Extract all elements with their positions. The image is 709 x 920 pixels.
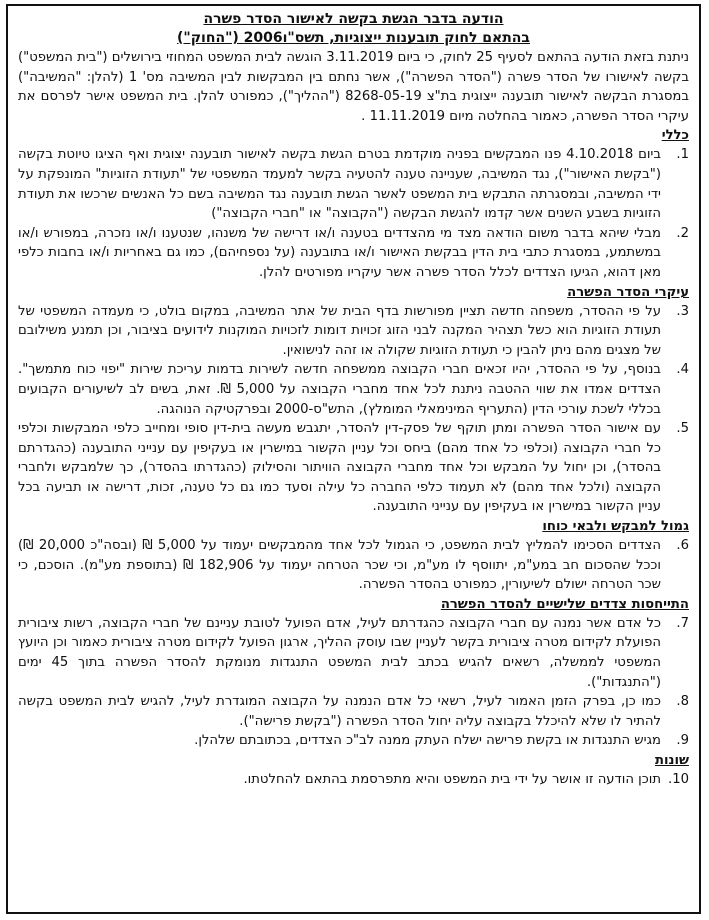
numbered-clause [18, 419, 689, 517]
section-heading: עיקרי הסדר הפשרה [567, 284, 689, 300]
numbered-clause [18, 731, 689, 751]
clause-text: מבלי שיהא בדבר משום הודאה מצד מי מהצדדים בטענה ו/או דרישה של משנהו, שנטענו ו/או נזכרה, במפורש ו/או במשתמע, במסגרת כתבי בית הדין בבקשת האישור ו/או בתובענה (על נספחיהם), כמו גם באחריות ו/או בחבות כלפי מאן דהוא, הגיעו הצדדים לכלל הסדר פשרה אשר עיקריו מפורטים להלן. [18, 225, 661, 280]
clause-text: הצדדים הסכימו להמליץ לבית המשפט, כי הגמול לכל אחד מהמבקשים יעמוד על 5,000 ₪ (ובסה"כ 20,000 ₪) וככל שהסכום חב במע"מ, יתווסף לו מע"מ, וכי שכר הטרחה יעמוד על 182,906 ₪ (בתוספת מע"מ). הוסכם, כי שכר הטרחה ישולם לשיעורין, כמפורט בהסדר הפשרה. [18, 538, 661, 593]
clause-text: כמו כן, בפרק הזמן האמור לעיל, רשאי כל אדם הנמנה על הקבוצה המוגדרת לעיל, להגיש לבית המשפט בקשה להתיר לו שלא להיכלל בקבוצה עליה יחול הסדר הפשרה ("בקשת פרישה"). [18, 694, 661, 729]
clause-number: 4. [676, 362, 689, 378]
numbered-clause [18, 360, 689, 419]
clause-number: 10. [668, 772, 689, 787]
numbered-clause [18, 145, 689, 223]
numbered-clause [18, 536, 689, 595]
numbered-clause [18, 224, 689, 283]
clause-text: כל אדם אשר נמנה עם חברי הקבוצה כהגדרתם לעיל, אדם הפועל לטובת עניינם של חברי הקבוצה, רשות ציבורית הפועלת לקידום מטרה ציבורית בקשר לעניין שבו עוסק ההליך, ארגון הפועל לקידום מטרה ציבורית כאמור וכן היועץ המשפטי לממשלה, רשאים להגיש בכתב לבית המשפט התנגדות מנומקת להסדר הפשרה בתוך 45 ימים ("התנגדות"). [18, 615, 661, 690]
section-heading: שונות [654, 753, 689, 768]
clause-number: 6. [676, 538, 689, 554]
section-heading: כללי [661, 128, 689, 144]
notice-subtitle: בהתאם לחוק תובענות ייצוגיות, תשס"ו2006 ("החוק") [177, 30, 530, 46]
numbered-clause [18, 692, 689, 731]
clause-number: 9. [676, 733, 689, 749]
clause-text: ביום 4.10.2018 פנו המבקשים בפניה מוקדמת בטרם הגשת בקשה לאישור תובענה יצוגית ואף הציגו טיוטת בקשה ("בקשת האישור"), נגד המשיבה, שעניינה טענה להטעיה בקשר למעמד המשפטי של "תעודת הזוגיות" המונפקת על ידי המשיבה, ובמסגרתה התבקש בית המשפט לאשר הגשת תובענה נגד המשיבה בשם כל האנשים שרכשו את תעודת הזוגיות בשבע השנים אשר קדמו להגשת הבקשה ("הקבוצה" או "חברי הקבוצה") [18, 147, 661, 222]
notice-page [6, 4, 701, 914]
clause-text: עם אישור הסדר הפשרה ומתן תוקף של פסק-דין להסדר, יתגבש מעשה בית-דין סופי ומחייב כלפי המבקשות וכלפי כל חברי הקבוצה (וכלפי כל אחד מהם) ביחס וכל עניין הקשור במישרין או בעקיפין עם ענייני התובענה (כהגדרתם בהסדר), וכן יחול על המבקש וכל אחד מחברי הקבוצה הוויתור והסילוק (כהגדרתו בהסדר), כך שלמבקש ולחברי הקבוצה (ולכל אחד מהם) לא תעמוד כלפי החברה כל עילה וסעד כמו גם כל טענה, זכות, דרישה או תביעה בכל עניין הקשור במישרין או בעקיפין עם ענייני התובענה. [18, 421, 661, 515]
clause-text: על פי ההסדר, משפחה חדשה תציין מפורשות בדף הבית של אתר המשיבה, במקום בולט, כי מעמדה המשפטי של תעודת הזוגיות הוא כשל תצהיר המקנה לבני הזוג זכויות דומות לזכויות המוקנות לידועים בציבור, וכן תמנע משילובם של מצגים מהם ניתן להבין כי תעודת הזוגיות שקולה או זהה לנישואין. [18, 303, 661, 358]
clause-number: 8. [676, 694, 689, 710]
clause-number: 7. [676, 615, 689, 631]
intro-paragraph: ניתנת בזאת הודעה בהתאם לסעיף 25 לחוק, כי ביום 3.11.2019 הוגשה לבית המשפט המחוזי בירושלים ("בית המשפט") בקשה לאישורו של הסדר פשרה ("הסדר הפשרה"), אשר נחתם בין המבקשות לבין המשיבה מס' 1 (להלן: "המשיבה") במסגרת הבקשה לאישור תובענה ייצוגית בת"צ 8268-05-19 ("ההליך"), כמפורט להלן. בית המשפט אישר לפרסם את עיקרי הסדר הפשרה, כאמור בהחלטה מיום 11.11.2019 . [18, 50, 689, 124]
clause-number: 2. [676, 225, 689, 241]
clause-number: 5. [676, 421, 689, 437]
numbered-clause [18, 302, 689, 361]
section-heading: התייחסות צדדים שלישיים להסדר הפשרה [440, 596, 689, 612]
clause-number: 1. [676, 147, 689, 163]
section-heading: גמול למבקש ולבאי כוחו [542, 519, 689, 535]
sections-container [18, 126, 689, 789]
notice-title: הודעה בדבר הגשת בקשה לאישור הסדר פשרה [203, 11, 504, 27]
numbered-clause [18, 614, 689, 692]
clause-number: 3. [676, 303, 689, 319]
numbered-clause [18, 770, 689, 790]
clause-text: מגיש התנגדות או בקשת פרישה ישלח העתק ממנה לב"כ הצדדים, בכתובתם שלהלן. [194, 733, 661, 749]
clause-text: תוכן הודעה זו אושר על ידי בית המשפט והיא מתפרסמת בהתאם להחלטתו. [243, 772, 661, 787]
clause-text: בנוסף, על פי ההסדר, יהיו זכאים חברי הקבוצה ממשפחה חדשה לשירות בדמות עריכת שירות "יפוי כוח מתמשך". הצדדים אמדו את שווי ההטבה ניתנת לכל אחד מחברי הקבוצה על 5,000 ₪. זאת, בשים לב לשיעורים הקבועים בכללי לשכת עורכי הדין (התעריף המינימאלי המומלץ), התש"ס-2000 ובפרקטיקה הנוהגה. [18, 362, 661, 417]
